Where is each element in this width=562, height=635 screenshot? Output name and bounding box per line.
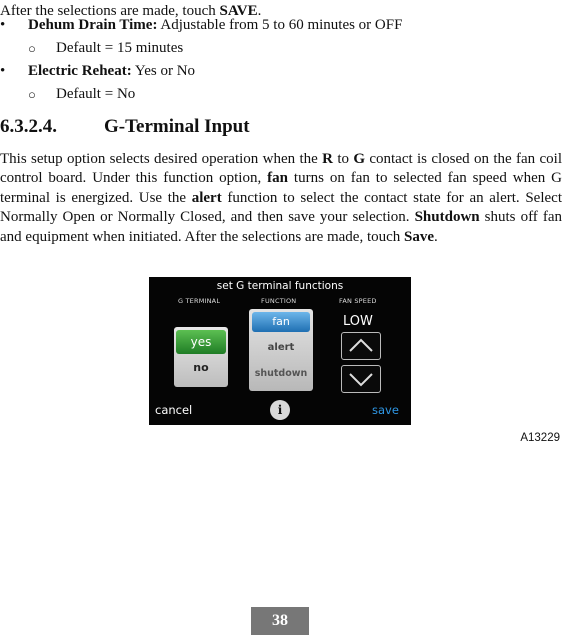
screen-title: set G terminal functions — [216, 280, 344, 292]
sub-bullet-glyph: ○ — [28, 41, 36, 56]
function-selector — [249, 309, 313, 391]
para-bold-alert: alert — [191, 189, 222, 206]
para-bold-r: R — [322, 151, 333, 167]
intro-save-keyword: SAVE — [219, 3, 258, 19]
bullet-dehum-drain-time — [28, 17, 402, 34]
up-arrow-icon — [342, 333, 380, 359]
bullet-electric-reheat — [28, 63, 195, 80]
bullet-text: Yes or No — [131, 63, 196, 79]
fan-speed-down-button[interactable] — [341, 365, 381, 393]
column-g-terminal: G TERMINAL — [178, 297, 221, 305]
cancel-button[interactable]: cancel — [155, 403, 193, 417]
bullet-label: Dehum Drain Time: — [28, 17, 158, 33]
sub-bullet-default-drain: Default = 15 minutes — [56, 40, 184, 56]
alert-option[interactable]: alert — [267, 342, 295, 353]
shutdown-option[interactable]: shutdown — [254, 368, 308, 379]
bullet-label: Electric Reheat: — [28, 63, 132, 79]
section-title: G-Terminal Input — [104, 116, 250, 137]
column-function: FUNCTION — [261, 297, 297, 305]
fan-speed-up-button[interactable] — [341, 332, 381, 360]
intro-period: . — [257, 3, 262, 19]
fan-option[interactable]: fan — [252, 312, 310, 332]
figure-id: A13229 — [520, 432, 560, 444]
para-text: This setup option selects desired operation when the — [0, 151, 323, 167]
para-text: function to select the contact state for an alert. Select Normally Open or Normally Closed, and then save your selection. — [0, 189, 562, 226]
body-paragraph — [0, 150, 562, 247]
g-terminal-selector — [174, 327, 228, 387]
info-icon[interactable]: i — [270, 400, 290, 420]
para-bold-fan: fan — [267, 170, 288, 187]
page-number: 38 — [251, 607, 309, 635]
para-text: . — [434, 228, 438, 245]
no-option[interactable]: no — [193, 361, 209, 374]
column-fan-speed: FAN SPEED — [339, 297, 377, 305]
para-bold-shutdown: Shutdown — [414, 209, 480, 226]
intro-text: After the selections are made, touch — [0, 3, 220, 19]
section-number: 6.3.2.4. — [0, 116, 57, 137]
thermostat-screen — [149, 277, 411, 425]
sub-bullet-default-reheat: Default = No — [56, 86, 136, 102]
para-bold-save: Save — [404, 228, 435, 245]
sub-bullet-glyph: ○ — [28, 87, 36, 102]
para-text: turns on fan to selected fan speed when G terminal is energized. Use the — [0, 170, 562, 206]
yes-option[interactable]: yes — [176, 330, 226, 354]
save-button[interactable]: save — [372, 403, 399, 417]
para-text: contact is closed on the fan coil control board. Under this function option, — [0, 151, 562, 187]
bullet-text: Adjustable from 5 to 60 minutes or OFF — [157, 17, 403, 33]
down-arrow-icon — [342, 366, 380, 392]
section-heading — [0, 116, 250, 138]
bullet-glyph: • — [0, 63, 6, 79]
para-text: to — [332, 151, 354, 167]
para-text: shuts off fan and equipment when initiated. After the selections are made, touch — [0, 209, 562, 245]
para-bold-g: G — [353, 151, 366, 167]
bullet-glyph: • — [0, 17, 6, 33]
fan-speed-value: LOW — [343, 314, 373, 329]
